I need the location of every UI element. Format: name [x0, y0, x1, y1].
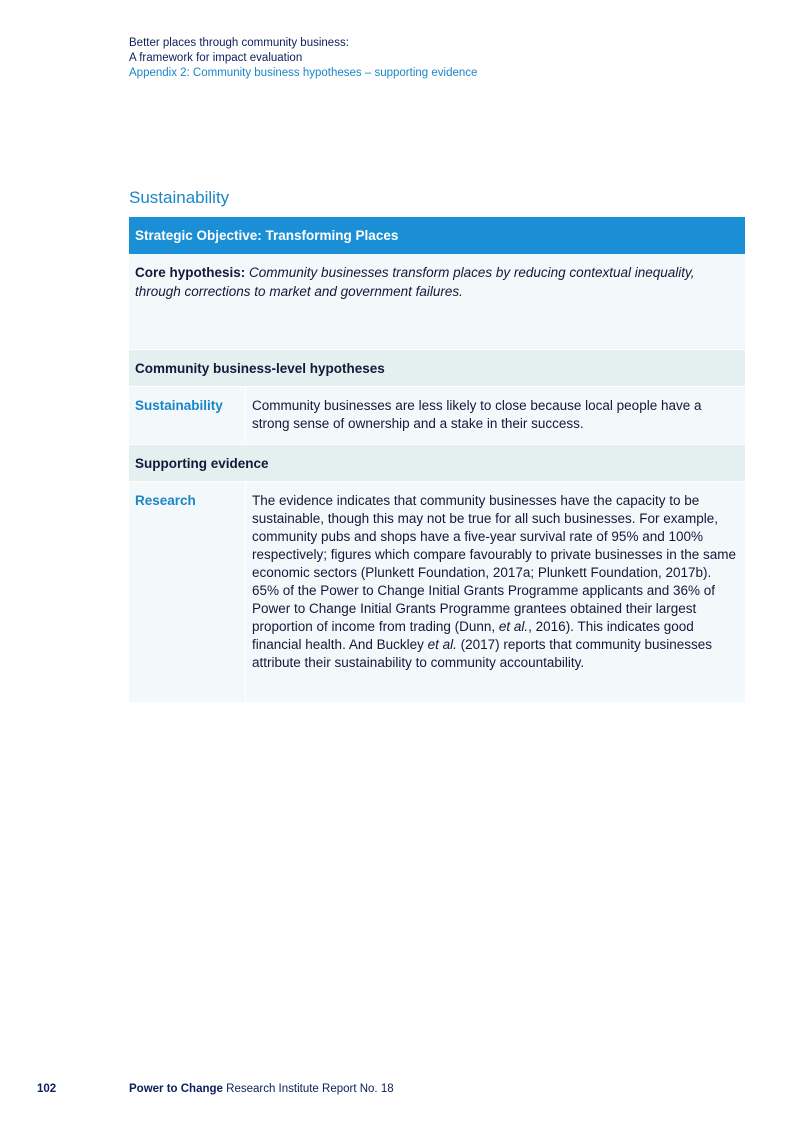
sustainability-label: Sustainability	[129, 387, 246, 444]
core-hypothesis-label: Core hypothesis:	[135, 265, 246, 280]
hypothesis-table	[129, 217, 745, 702]
research-text-part-3: (2017) reports that community businesses attribute their sustainability to community accountability.	[252, 637, 713, 670]
sustainability-row	[129, 386, 745, 444]
footer-title	[129, 1083, 394, 1095]
research-text-part-2: , 2016). This indicates good financial health. And Buckley	[252, 619, 694, 652]
header-line-3: Appendix 2: Community business hypotheses – supporting evidence	[129, 67, 478, 79]
research-text	[246, 482, 745, 702]
research-etal-2: et al.	[427, 637, 457, 652]
header-line-2: A framework for impact evaluation	[129, 52, 303, 64]
research-etal-1: et al.	[498, 619, 529, 634]
core-hypothesis-row	[129, 254, 745, 349]
header-line-1: Better places through community business:	[129, 37, 349, 49]
running-header	[129, 36, 477, 81]
section-title: Sustainability	[129, 188, 230, 207]
sustainability-text: Community businesses are less likely to close because local people have a strong sense of ownership and a stake in their success.	[252, 398, 702, 431]
research-row	[129, 481, 745, 702]
supporting-evidence-heading: Supporting evidence	[129, 444, 745, 481]
footer-title-rest: Research Institute Report No. 18	[222, 1083, 394, 1095]
core-hypothesis-text: Community businesses transform places by reducing contextual inequality, through corrections to market and government failures.	[135, 265, 695, 299]
footer-brand: Power to Change	[129, 1083, 223, 1095]
cb-level-heading: Community business-level hypotheses	[129, 349, 745, 386]
page-number: 102	[37, 1083, 57, 1095]
research-text-part-1: The evidence indicates that community businesses have the capacity to be sustainable, though this may not be true for all such businesses. For example, community pubs and shops have a five-year survival rate of 95% and 100% respectively; figures which compare favourably to private businesses in the same economic sectors (Plunkett Foundation, 2017a; Plunkett Foundation, 2017b). 65% of the Power to Change Initial Grants Programme applicants and 36% of Power to Change Initial Grants Programme grantees obtained their largest proportion of income from trading (Dunn,	[252, 493, 736, 634]
research-label: Research	[129, 482, 246, 702]
strategic-objective-row: Strategic Objective: Transforming Places	[129, 217, 745, 254]
